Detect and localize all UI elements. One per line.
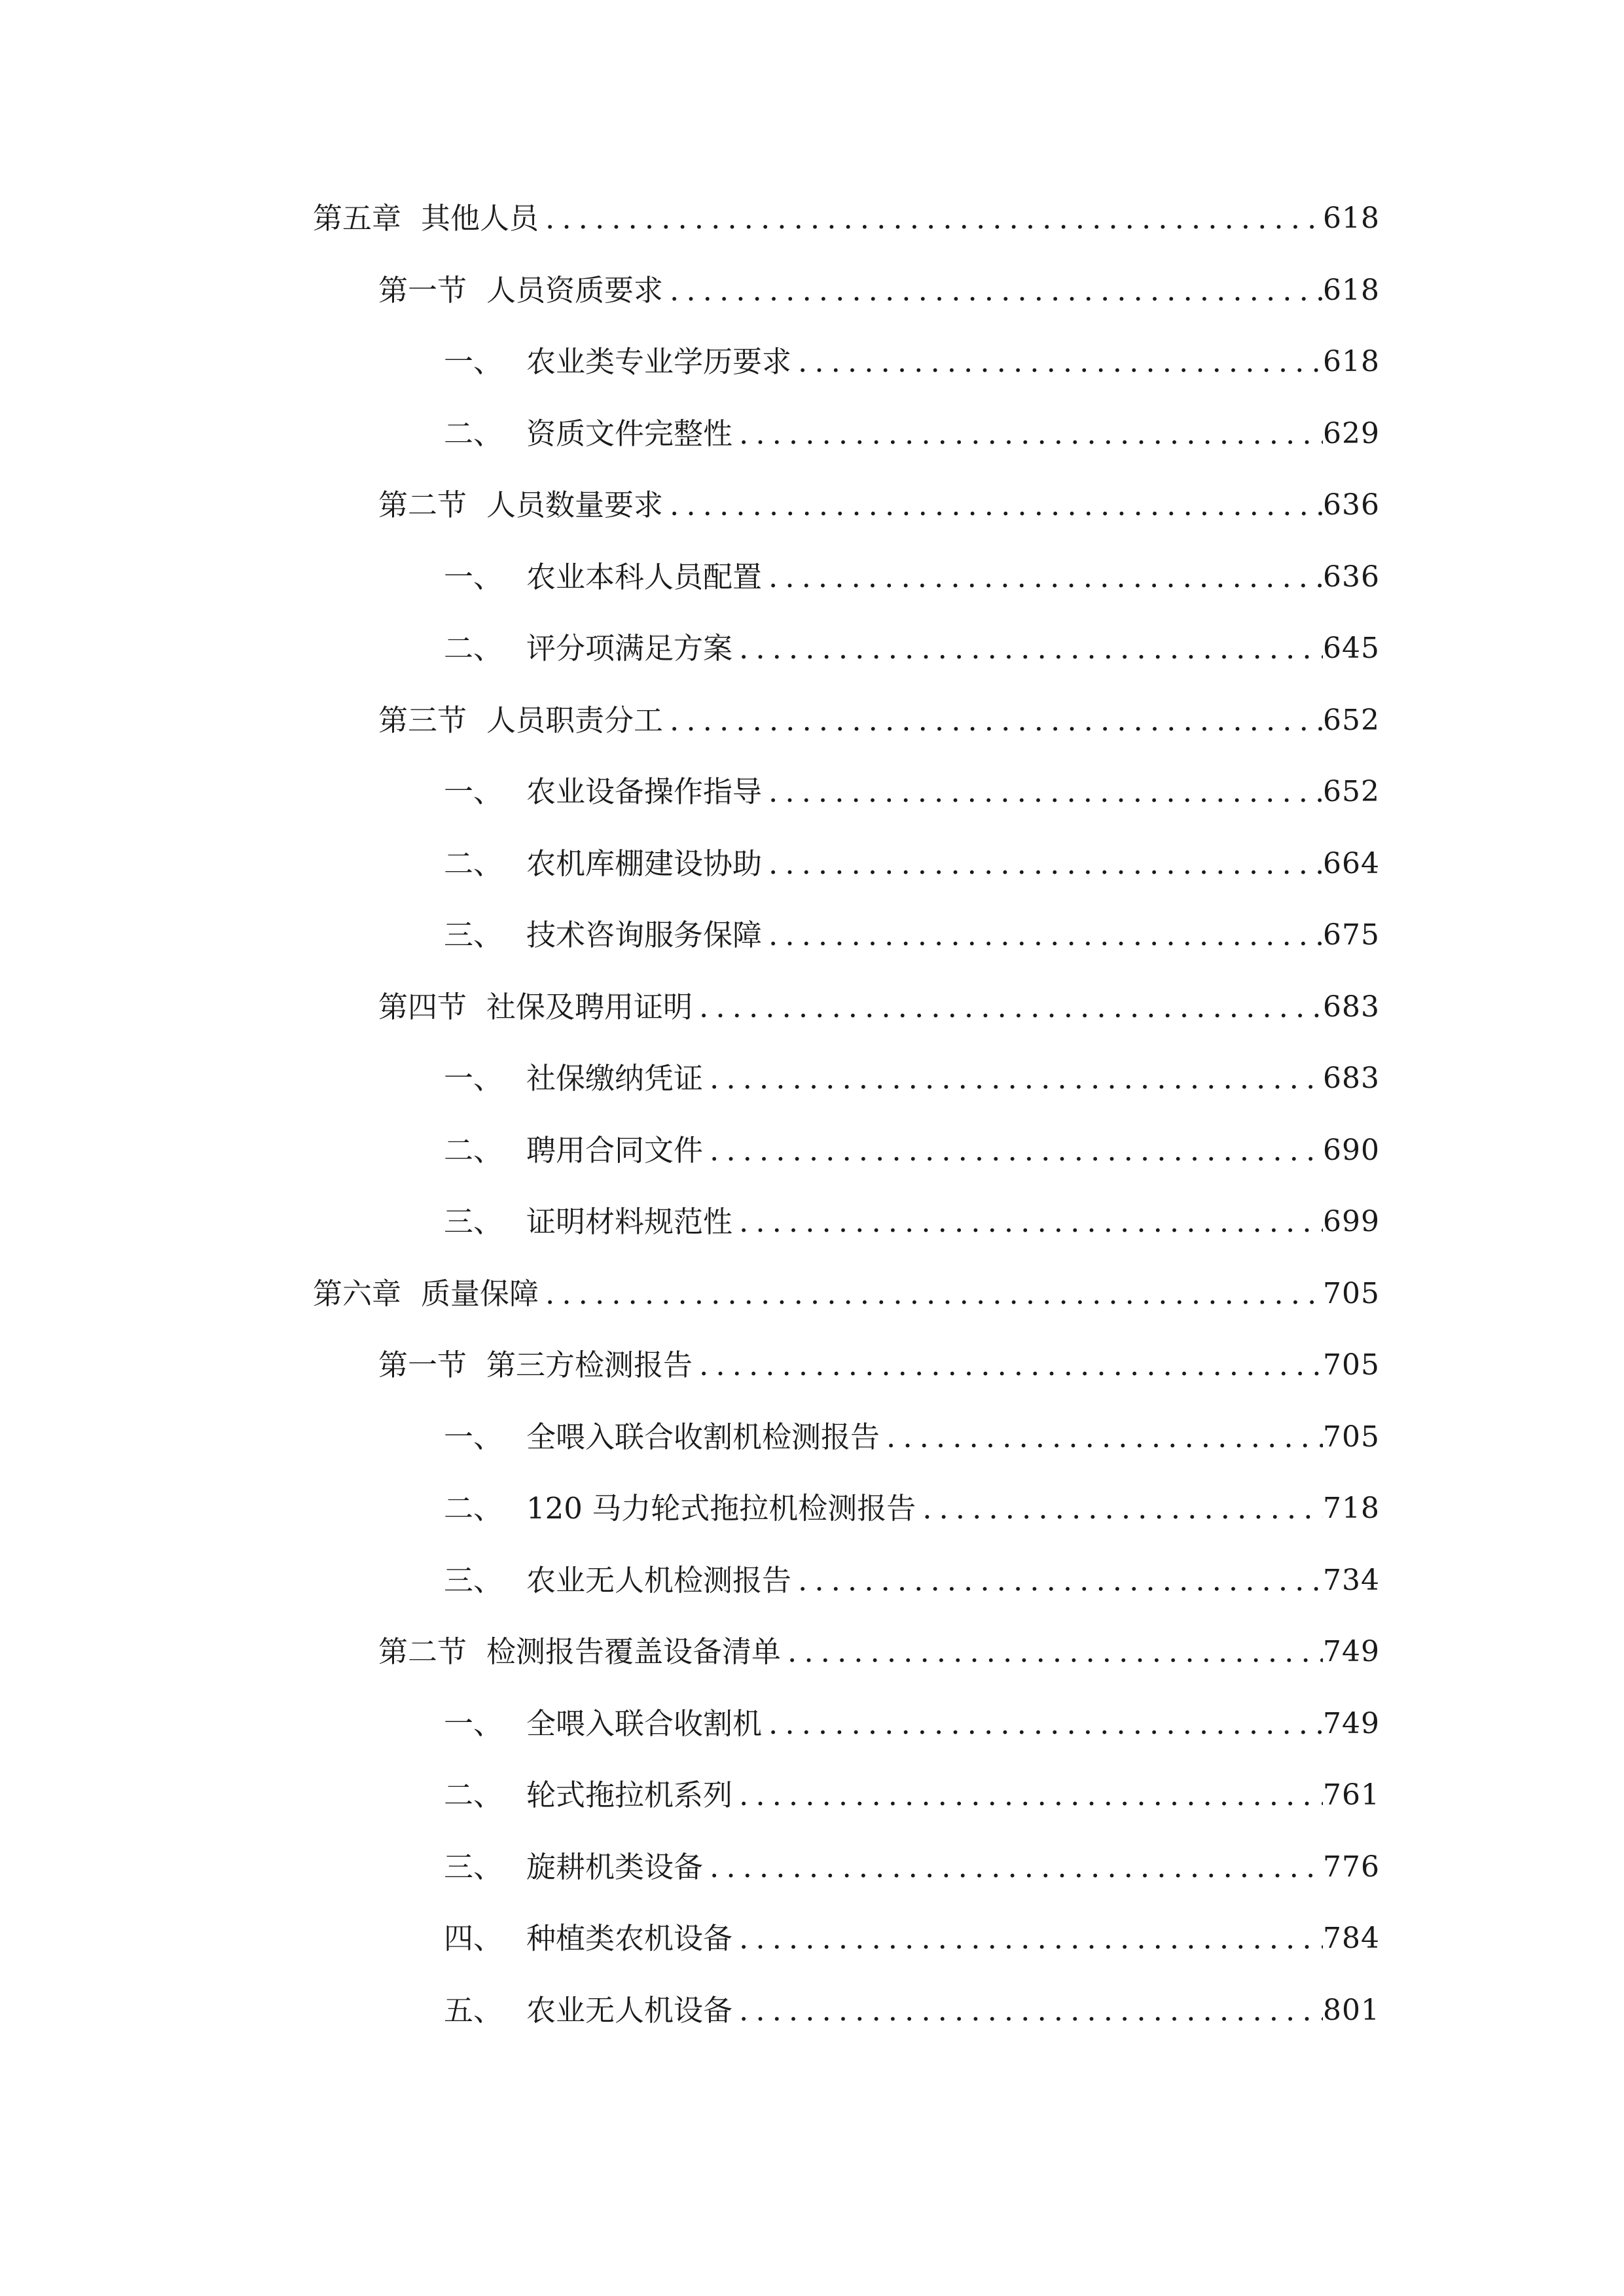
- dot-leader: [791, 337, 1323, 387]
- toc-entry-page: 629: [1323, 417, 1380, 450]
- toc-subsection-entry[interactable]: [444, 1842, 1380, 1892]
- toc-entry-title: 农业无人机设备: [526, 1993, 733, 2028]
- toc-entry-title: 人员数量要求: [486, 488, 664, 522]
- toc-section-entry[interactable]: [378, 1627, 1380, 1677]
- toc-entry-page: 801: [1323, 1994, 1380, 2027]
- toc-entry-title: 人员职责分工: [486, 703, 664, 738]
- dot-leader: [916, 1484, 1323, 1534]
- dot-leader: [693, 982, 1323, 1032]
- toc-section-entry[interactable]: [378, 696, 1380, 745]
- toc-entry-page: 705: [1323, 1277, 1380, 1310]
- dot-leader: [762, 910, 1323, 960]
- toc-entry-page: 675: [1323, 918, 1380, 952]
- toc-entry-title: 检测报告覆盖设备清单: [486, 1634, 782, 1669]
- toc-section-entry[interactable]: [378, 982, 1380, 1032]
- toc-subsection-entry[interactable]: [444, 552, 1380, 602]
- toc-entry-number: 第一节: [378, 1348, 467, 1382]
- toc-entry-title: 其他人员: [421, 201, 539, 236]
- toc-subsection-entry[interactable]: [444, 1197, 1380, 1247]
- toc-entry-title: 种植类农机设备: [526, 1921, 733, 1956]
- toc-entry-number: 二、: [444, 416, 503, 451]
- toc-subsection-entry[interactable]: [444, 1126, 1380, 1175]
- toc-entry-page: 636: [1323, 488, 1380, 522]
- toc-subsection-entry[interactable]: [444, 1484, 1380, 1534]
- toc-subsection-entry[interactable]: [444, 1054, 1380, 1103]
- dot-leader: [703, 1054, 1323, 1103]
- toc-subsection-entry[interactable]: [444, 624, 1380, 673]
- toc-subsection-entry[interactable]: [444, 767, 1380, 817]
- toc-entry-page: 761: [1323, 1778, 1380, 1812]
- toc-entry-title: 证明材料规范性: [526, 1204, 733, 1239]
- toc-entry-number: 二、: [444, 1778, 503, 1812]
- toc-subsection-entry[interactable]: [444, 1914, 1380, 1964]
- dot-leader: [791, 1556, 1323, 1605]
- toc-entry-number: 一、: [444, 774, 503, 809]
- toc-entry-number: 一、: [444, 1706, 503, 1741]
- toc-entry-number: 三、: [444, 1850, 503, 1884]
- toc-section-entry[interactable]: [378, 1340, 1380, 1390]
- dot-leader: [703, 1842, 1323, 1892]
- toc-entry-title: 农业设备操作指导: [526, 774, 763, 809]
- toc-entry-number: 第三节: [378, 703, 467, 738]
- dot-leader: [880, 1412, 1323, 1462]
- toc-entry-title: 农业无人机检测报告: [526, 1563, 792, 1598]
- toc-entry-title: 技术咨询服务保障: [526, 918, 763, 952]
- toc-entry-page: 683: [1323, 1062, 1380, 1095]
- dot-leader: [781, 1627, 1323, 1677]
- toc-entry-number: 一、: [444, 1420, 503, 1454]
- dot-leader: [732, 1914, 1323, 1964]
- toc-entry-number: 三、: [444, 918, 503, 952]
- toc-entry-title: 120 马力轮式拖拉机检测报告: [526, 1491, 916, 1526]
- toc-entry-page: 749: [1323, 1707, 1380, 1740]
- toc-entry-page: 618: [1323, 274, 1380, 307]
- toc-entry-number: 二、: [444, 846, 503, 881]
- toc-entry-title: 旋耕机类设备: [526, 1850, 704, 1884]
- toc-entry-page: 734: [1323, 1564, 1380, 1597]
- toc-entry-number: 二、: [444, 1133, 503, 1168]
- toc-entry-page: 652: [1323, 775, 1380, 808]
- toc-entry-number: 第二节: [378, 488, 467, 522]
- toc-entry-number: 第六章: [313, 1276, 402, 1311]
- toc-section-entry[interactable]: [378, 480, 1380, 530]
- toc-entry-number: 二、: [444, 631, 503, 666]
- toc-entry-title: 第三方检测报告: [486, 1348, 693, 1382]
- toc-subsection-entry[interactable]: [444, 1699, 1380, 1749]
- toc-entry-page: 618: [1323, 345, 1380, 378]
- toc-entry-page: 645: [1323, 632, 1380, 665]
- toc-chapter-entry[interactable]: [313, 194, 1380, 243]
- toc-entry-number: 四、: [444, 1921, 503, 1956]
- toc-entry-title: 评分项满足方案: [526, 631, 733, 666]
- toc-entry-title: 社保缴纳凭证: [526, 1061, 704, 1096]
- dot-leader: [539, 194, 1323, 243]
- toc-entry-number: 第五章: [313, 201, 402, 236]
- toc-subsection-entry[interactable]: [444, 1556, 1380, 1605]
- toc-subsection-entry[interactable]: [444, 910, 1380, 960]
- toc-entry-number: 二、: [444, 1491, 503, 1526]
- toc-entry-title: 农业本科人员配置: [526, 560, 763, 594]
- toc-entry-page: 664: [1323, 847, 1380, 880]
- toc-entry-page: 683: [1323, 990, 1380, 1024]
- dot-leader: [663, 696, 1323, 745]
- dot-leader: [762, 1699, 1323, 1749]
- dot-leader: [703, 1126, 1323, 1175]
- toc-entry-page: 705: [1323, 1348, 1380, 1382]
- toc-entry-page: 636: [1323, 560, 1380, 594]
- toc-entry-page: 699: [1323, 1205, 1380, 1238]
- dot-leader: [762, 552, 1323, 602]
- toc-entry-number: 五、: [444, 1993, 503, 2028]
- toc-entry-page: 690: [1323, 1134, 1380, 1167]
- toc-subsection-entry[interactable]: [444, 1412, 1380, 1462]
- dot-leader: [732, 1986, 1323, 2036]
- toc-entry-number: 第一节: [378, 273, 467, 308]
- toc-section-entry[interactable]: [378, 266, 1380, 315]
- toc-entry-title: 资质文件完整性: [526, 416, 733, 451]
- dot-leader: [732, 624, 1323, 673]
- dot-leader: [732, 409, 1323, 459]
- toc-entry-page: 784: [1323, 1922, 1380, 1955]
- toc-entry-page: 705: [1323, 1420, 1380, 1454]
- toc-entry-number: 三、: [444, 1204, 503, 1239]
- toc-entry-page: 776: [1323, 1850, 1380, 1884]
- toc-entry-title: 质量保障: [421, 1276, 539, 1311]
- toc-entry-title: 农业类专业学历要求: [526, 344, 792, 379]
- dot-leader: [732, 1197, 1323, 1247]
- toc-subsection-entry[interactable]: [444, 1986, 1380, 2036]
- toc-entry-number: 三、: [444, 1563, 503, 1598]
- toc-entry-page: 749: [1323, 1635, 1380, 1668]
- toc-entry-page: 718: [1323, 1492, 1380, 1525]
- toc-entry-number: 第二节: [378, 1634, 467, 1669]
- toc-entry-number: 一、: [444, 1061, 503, 1096]
- toc-entry-page: 618: [1323, 202, 1380, 235]
- toc-subsection-entry[interactable]: [444, 409, 1380, 459]
- dot-leader: [663, 266, 1323, 315]
- toc-entry-number: 一、: [444, 344, 503, 379]
- toc-entry-page: 652: [1323, 704, 1380, 737]
- toc-entry-title: 轮式拖拉机系列: [526, 1778, 733, 1812]
- toc-entry-title: 全喂入联合收割机检测报告: [526, 1420, 880, 1454]
- toc-entry-number: 一、: [444, 560, 503, 594]
- dot-leader: [762, 767, 1323, 817]
- dot-leader: [732, 1770, 1323, 1820]
- toc-entry-title: 社保及聘用证明: [486, 990, 693, 1024]
- dot-leader: [762, 839, 1323, 889]
- toc-subsection-entry[interactable]: [444, 337, 1380, 387]
- toc-subsection-entry[interactable]: [444, 1770, 1380, 1820]
- toc-entry-number: 第四节: [378, 990, 467, 1024]
- dot-leader: [539, 1269, 1323, 1319]
- dot-leader: [663, 480, 1323, 530]
- toc-entry-title: 聘用合同文件: [526, 1133, 704, 1168]
- toc-entry-title: 全喂入联合收割机: [526, 1706, 763, 1741]
- dot-leader: [693, 1340, 1323, 1390]
- toc-entry-title: 农机库棚建设协助: [526, 846, 763, 881]
- toc-chapter-entry[interactable]: [313, 1269, 1380, 1319]
- toc-entry-title: 人员资质要求: [486, 273, 664, 308]
- toc-subsection-entry[interactable]: [444, 839, 1380, 889]
